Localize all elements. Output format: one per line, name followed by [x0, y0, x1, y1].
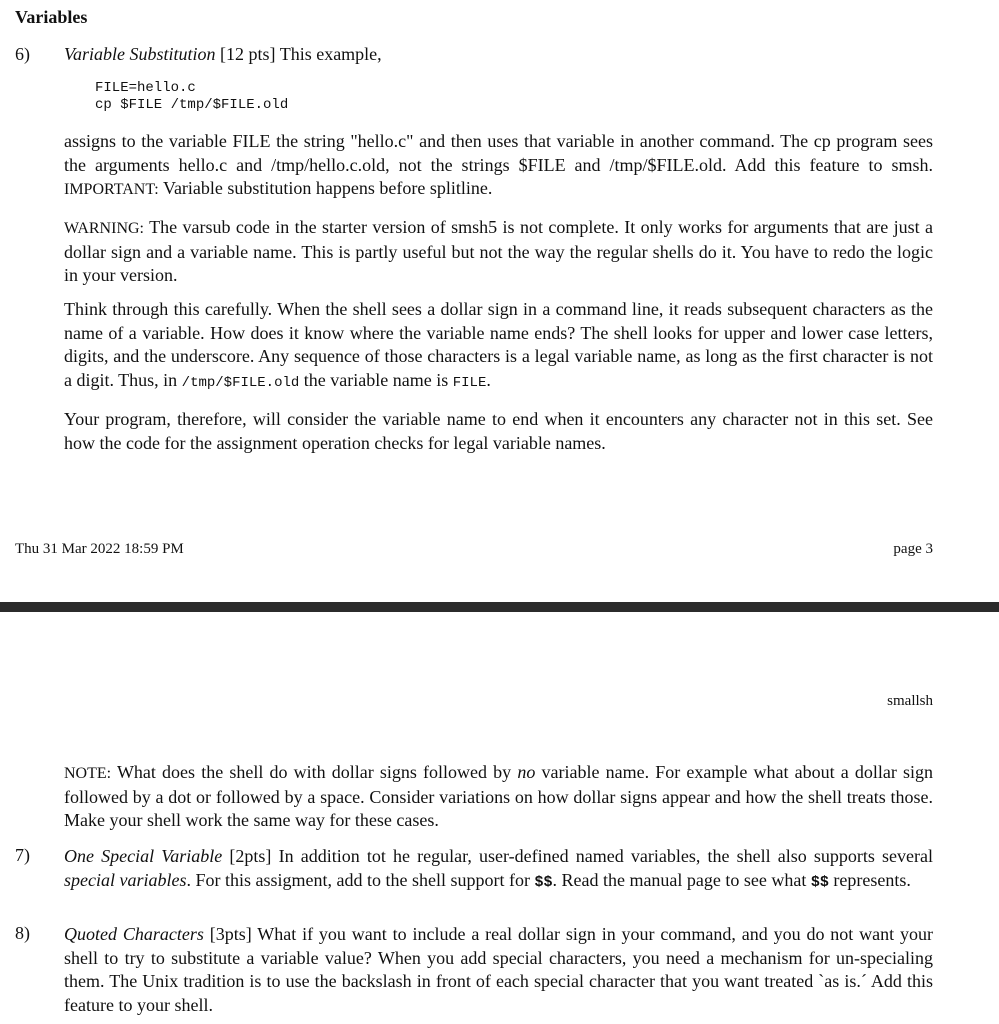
- running-header: smallsh: [887, 693, 933, 709]
- paragraph-text: Think through this carefully. When the shell sees a dollar sign in a command line, it reads subsequent characters as the name of a variable. How does it know where the variable name ends? The shell looks for upper and lower case letters, digits, and the underscore. Any sequence of those characters is a legal variable name, as long as the first character is not a digit. Thus, in: [64, 299, 933, 390]
- paragraph: Your program, therefore, will consider the variable name to end when it encounters any character not in this set. See how the code for the assignment operation checks for legal variable names.: [64, 409, 933, 453]
- inline-code: FILE: [452, 374, 487, 391]
- section-heading: Variables: [15, 7, 88, 27]
- question-points: [3pts]: [209, 924, 252, 944]
- paragraph-text: variable name. For example what about a dollar sign followed by a dot or followed by a space. Consider variations on how dollar signs appear and how the shell treats those. Make your shell work the same way for these cases.: [64, 762, 934, 830]
- question-points: [12 pts]: [220, 44, 276, 64]
- question-number: 8): [15, 923, 30, 943]
- paragraph-text: assigns to the variable FILE the string "hello.c" and then uses that variable in another command. The cp program sees the arguments hello.c and /tmp/hello.c.old, not the strings $FILE and /tmp/$FILE.old. Add this feature to smsh.: [64, 131, 933, 175]
- footer-date: Thu 31 Mar 2022 18:59 PM: [15, 541, 184, 557]
- paragraph-text: What if you want to include a real dollar sign in your command, and you do not want your shell to try to substitute a variable value? When you add special characters, you need a mechanism for un-specialing them. The Unix tradition is to use the backslash in front of each special character that you want treated `as is.´ Add this feature to your shell.: [64, 924, 933, 1015]
- warning-paragraph: [64, 216, 933, 288]
- important-label: IMPORTANT:: [64, 181, 159, 198]
- code-line: cp $FILE /tmp/$FILE.old: [95, 97, 289, 113]
- question-title-line: [64, 44, 382, 65]
- inline-code: $$: [810, 873, 829, 891]
- question-paragraph: [64, 923, 933, 1017]
- inline-code: $$: [534, 873, 553, 891]
- paragraph-text: represents.: [833, 869, 911, 890]
- emphasis: special variables: [64, 869, 187, 890]
- question-title: Quoted Characters: [64, 924, 204, 944]
- page-number: page 3: [893, 541, 933, 557]
- paragraph-text: The varsub code in the starter version of smsh5 is not complete. It only works for arguments that are just a dollar sign and a variable name. This is partly useful but not the way the regular shells do it. You have to redo the logic in your version.: [64, 217, 933, 285]
- question-points: [2pts]: [229, 846, 272, 866]
- question-number: 6): [15, 44, 30, 64]
- code-line: FILE=hello.c: [95, 80, 196, 96]
- paragraph-text: Variable substitution happens before splitline.: [162, 178, 493, 198]
- paragraph: [64, 130, 933, 202]
- paragraph-text: .: [486, 369, 491, 390]
- paragraph-text: . Read the manual page to see what: [552, 869, 807, 890]
- paragraph-text: In addition tot he regular, user-defined named variables, the shell also supports several: [278, 846, 934, 866]
- paragraph: [64, 298, 933, 395]
- paragraph-text: the variable name is: [303, 369, 449, 390]
- question-title: One Special Variable: [64, 846, 223, 866]
- note-paragraph: [64, 761, 933, 833]
- question-intro: This example,: [279, 44, 382, 64]
- question-paragraph: [64, 845, 933, 894]
- question-title: Variable Substitution: [64, 44, 216, 64]
- paragraph-text: What does the shell do with dollar signs followed by: [116, 762, 512, 782]
- page-divider: [0, 602, 999, 612]
- inline-code: /tmp/$FILE.old: [181, 374, 300, 391]
- emphasis: no: [517, 762, 536, 782]
- warning-label: WARNING:: [64, 220, 144, 237]
- paragraph-text: . For this assigment, add to the shell support for: [186, 869, 530, 890]
- note-label: NOTE:: [64, 765, 112, 782]
- question-number: 7): [15, 845, 30, 865]
